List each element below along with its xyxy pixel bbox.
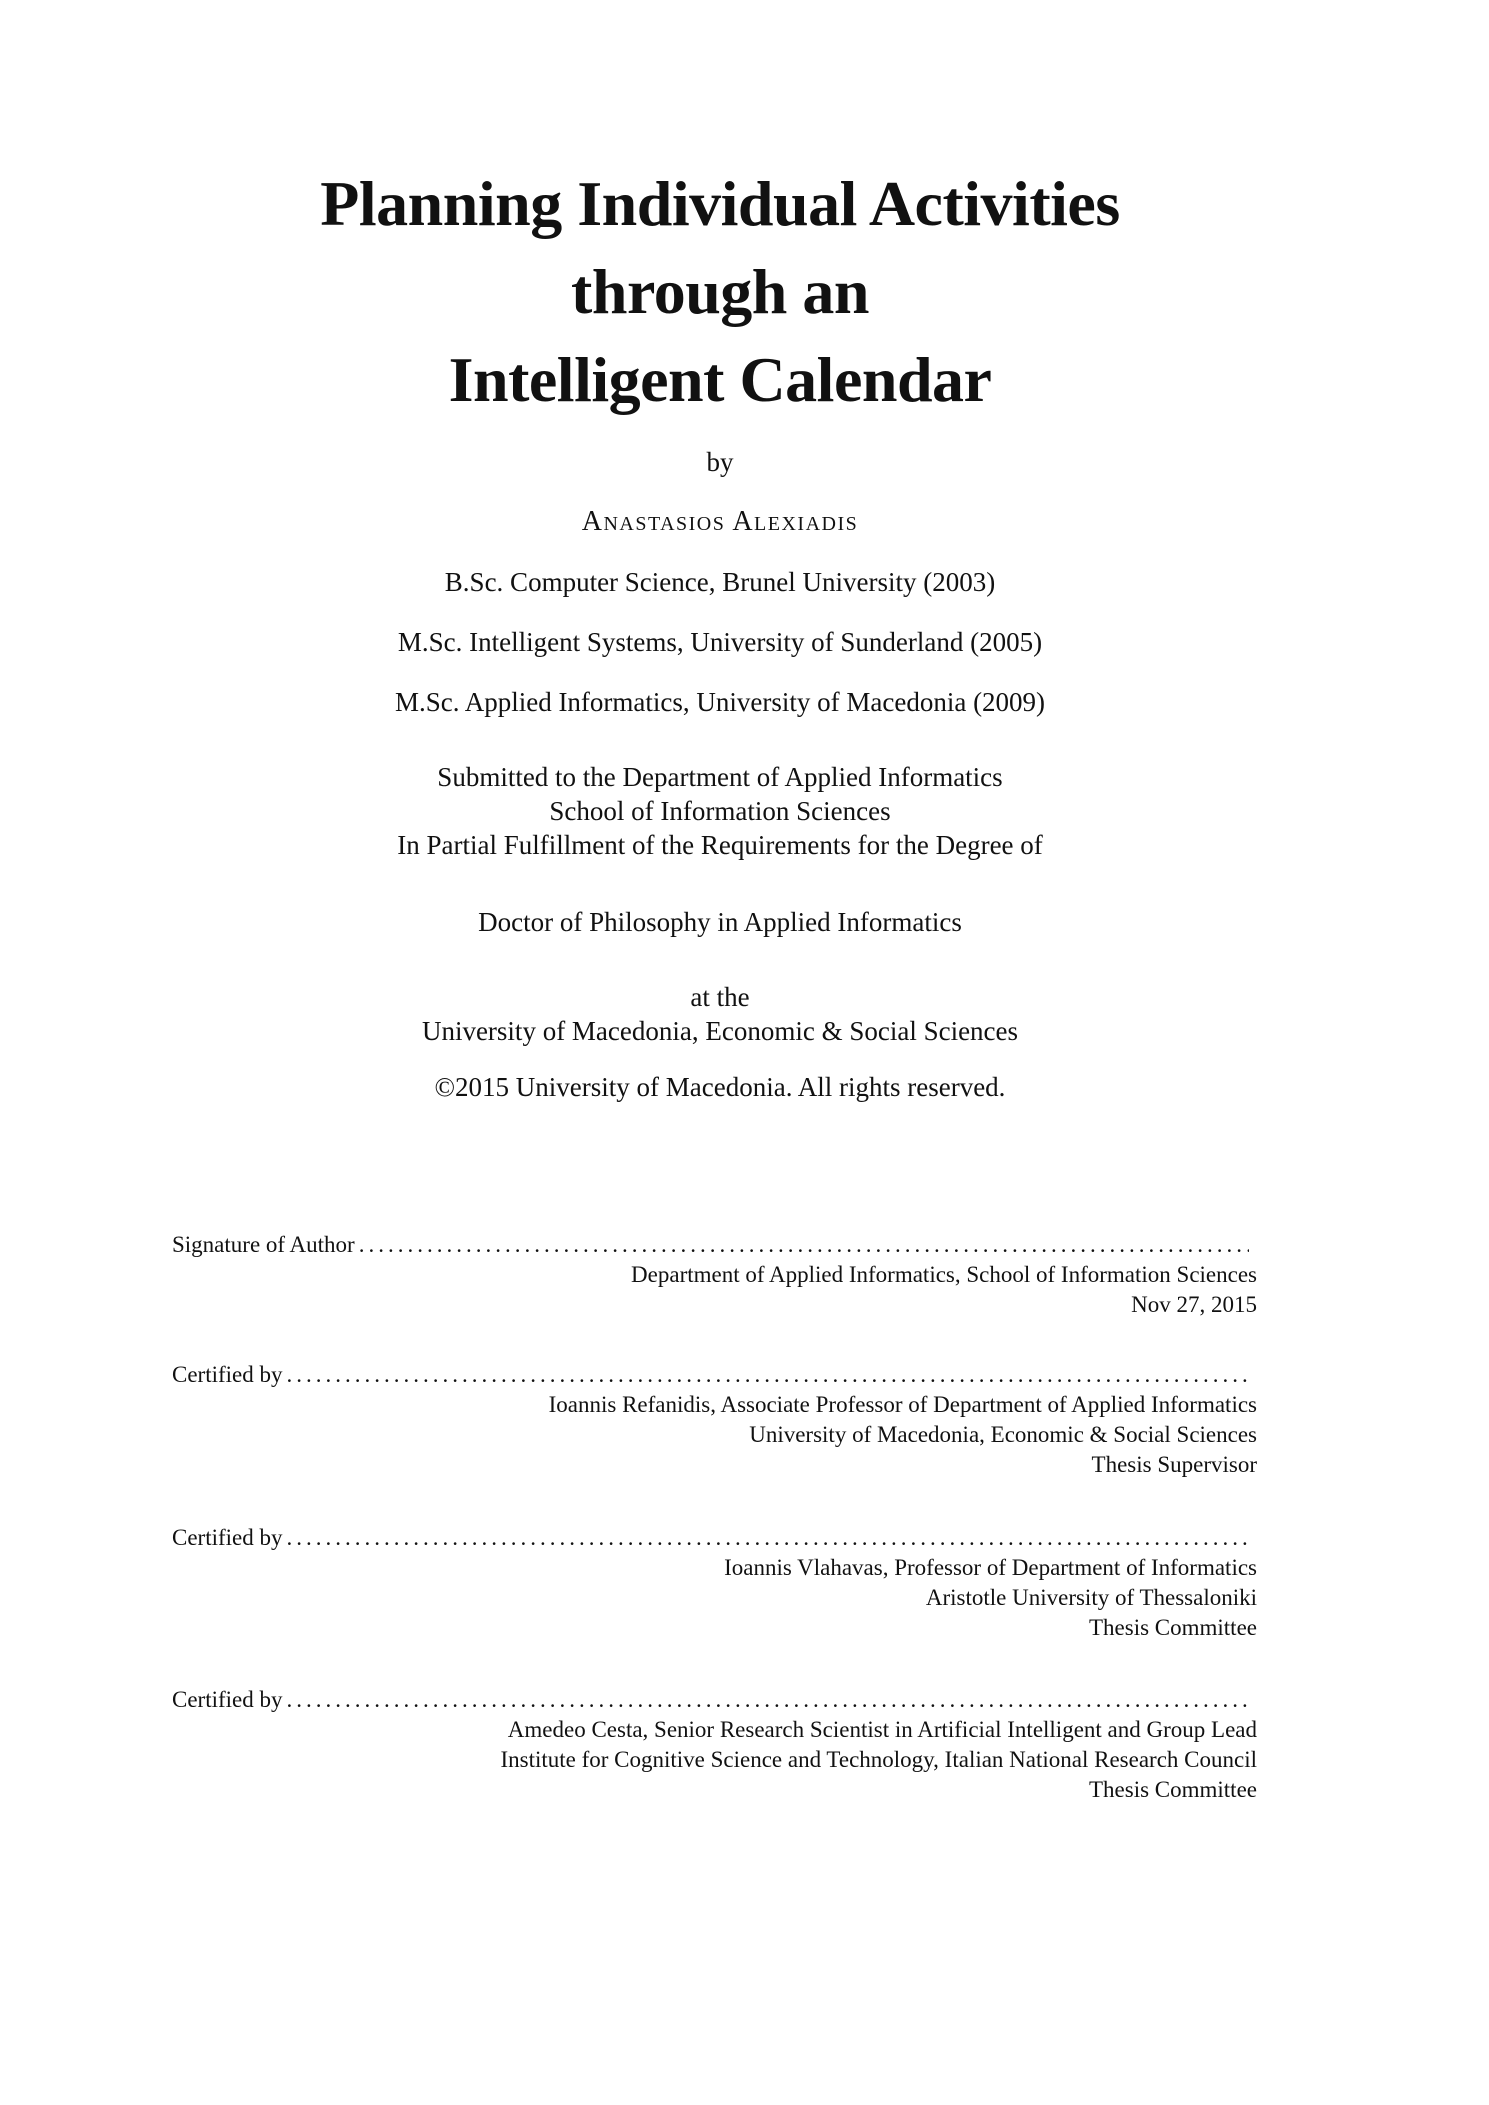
author-name: Anastasios Alexiadis bbox=[581, 506, 859, 537]
signature-detail: Aristotle University of Thessaloniki bbox=[925, 1585, 1257, 1610]
signature-detail: Amedeo Cesta, Senior Research Scientist in Artificial Intelligent and Group Lead bbox=[507, 1717, 1257, 1742]
signature-label: Certified by bbox=[172, 1362, 283, 1387]
dotted-leader bbox=[287, 1523, 1250, 1553]
signature-label: Certified by bbox=[172, 1687, 283, 1712]
degree-item: M.Sc. Intelligent Systems, University of Sunderland (2005) bbox=[397, 627, 1043, 657]
degree-sought: Doctor of Philosophy in Applied Informatics bbox=[478, 907, 962, 937]
signature-detail: Ioannis Refanidis, Associate Professor of Department of Applied Informatics bbox=[548, 1392, 1257, 1417]
submission-line: Submitted to the Department of Applied Informatics bbox=[437, 762, 1003, 792]
signature-detail: University of Macedonia, Economic & Social Sciences bbox=[749, 1422, 1257, 1447]
signature-details bbox=[172, 1715, 1257, 1805]
signature-line bbox=[172, 1685, 1257, 1715]
title-line: Planning Individual Activities bbox=[320, 168, 1120, 239]
dotted-leader bbox=[359, 1230, 1249, 1260]
signature-detail: Thesis Committee bbox=[1088, 1777, 1257, 1802]
signature-details bbox=[172, 1260, 1257, 1320]
signature-detail: Ioannis Vlahavas, Professor of Department of Informatics bbox=[724, 1555, 1257, 1580]
by-label: by bbox=[706, 447, 734, 477]
signature-detail: Thesis Committee bbox=[1088, 1615, 1257, 1640]
copyright-notice: ©2015 University of Macedonia. All rights reserved. bbox=[434, 1072, 1006, 1102]
signature-line bbox=[172, 1523, 1257, 1553]
degree-item: B.Sc. Computer Science, Brunel University (2003) bbox=[444, 567, 996, 597]
signature-block-supervisor bbox=[172, 1360, 1257, 1480]
signature-details bbox=[172, 1390, 1257, 1480]
title-line: through an bbox=[571, 256, 869, 327]
signature-line bbox=[172, 1230, 1257, 1260]
title-line: Intelligent Calendar bbox=[448, 344, 992, 415]
institution-line: University of Macedonia, Economic & Social Sciences bbox=[421, 1016, 1019, 1046]
signature-block-committee-1 bbox=[172, 1523, 1257, 1643]
signature-detail: Nov 27, 2015 bbox=[1131, 1292, 1257, 1317]
signature-detail: Department of Applied Informatics, School of Information Sciences bbox=[631, 1262, 1257, 1287]
signature-label: Certified by bbox=[172, 1525, 283, 1550]
signature-block-committee-2 bbox=[172, 1685, 1257, 1805]
dotted-leader bbox=[287, 1360, 1250, 1390]
dotted-leader bbox=[287, 1685, 1250, 1715]
signature-detail: Thesis Supervisor bbox=[1091, 1452, 1257, 1477]
signature-block-author bbox=[172, 1230, 1257, 1320]
submission-line: School of Information Sciences bbox=[549, 796, 891, 826]
signature-line bbox=[172, 1360, 1257, 1390]
thesis-title bbox=[0, 160, 1440, 424]
submission-line: In Partial Fulfillment of the Requirements for the Degree of bbox=[397, 830, 1043, 860]
signature-label: Signature of Author bbox=[172, 1232, 355, 1257]
institution-line: at the bbox=[690, 982, 750, 1012]
signature-detail: Institute for Cognitive Science and Technology, Italian National Research Council bbox=[500, 1747, 1257, 1772]
submission-statement bbox=[0, 760, 1440, 862]
degree-item: M.Sc. Applied Informatics, University of Macedonia (2009) bbox=[394, 687, 1046, 717]
signature-details bbox=[172, 1553, 1257, 1643]
institution bbox=[0, 980, 1440, 1048]
